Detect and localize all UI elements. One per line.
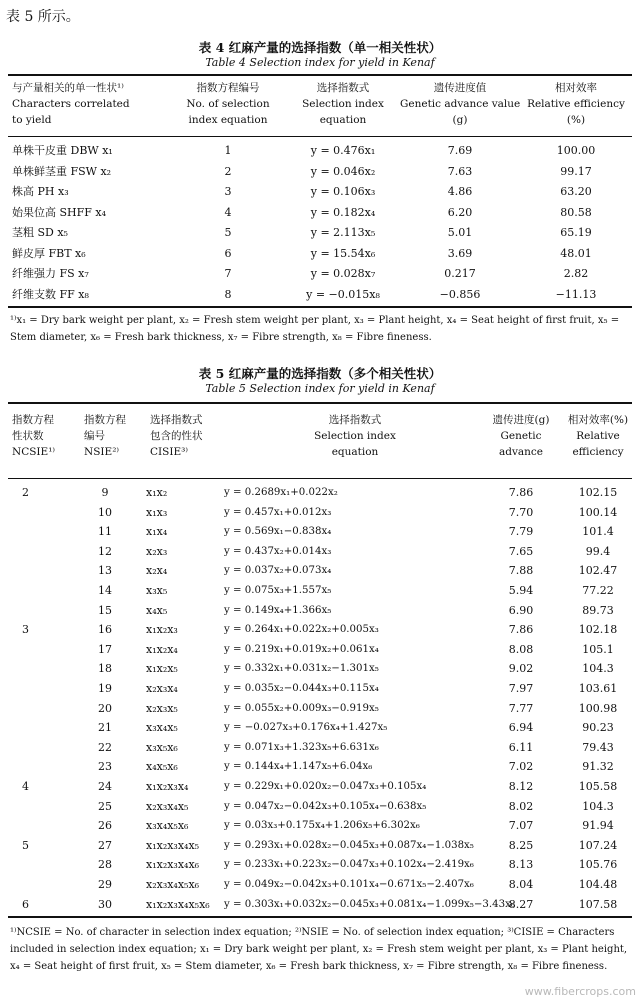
table5-cell: 104.3 — [582, 799, 614, 813]
table5-row — [0, 523, 640, 541]
table5-cell: 90.23 — [582, 721, 614, 735]
table5-cell: 21 — [98, 721, 112, 735]
table5-cell: y = 0.075x₃+1.557x₅ — [224, 585, 332, 596]
table5-header-1: 指数方程 性状数 NCSIE¹⁾ — [12, 414, 56, 458]
table5-header-4: 选择指数式 Selection index equation — [314, 414, 396, 458]
table4-cell: y = 0.106x₃ — [310, 185, 376, 198]
table5-cell: y = 0.03x₃+0.175x₄+1.206x₅+6.302x₆ — [224, 820, 420, 832]
table5-cell: 99.4 — [585, 544, 611, 558]
table5-cell: x₁x₂x₃x₄ — [146, 780, 189, 793]
table5-row — [0, 856, 640, 874]
table4-cell: y = 2.113x₅ — [310, 226, 376, 239]
table4-row — [0, 183, 640, 201]
table5-cell: x₁x₃ — [146, 505, 168, 519]
table5-cell: 27 — [98, 838, 112, 852]
table4-cell: y = 0.476x₁ — [310, 144, 376, 157]
table5-cell: y = 0.457x₁+0.012x₃ — [224, 506, 332, 518]
table4-cell: 单株鲜茎重 FSW x₂ — [12, 164, 112, 178]
table5-cell: y = 0.229x₁+0.020x₂−0.047x₃+0.105x₄ — [224, 781, 427, 792]
table5-cell: 8.08 — [508, 642, 534, 656]
table5-cell: y = 0.569x₁−0.838x₄ — [224, 526, 332, 538]
table5-cell: 6.90 — [508, 603, 534, 617]
table4-header-5: 相对效率 Relative efficiency (%) — [527, 82, 625, 126]
table5-cell: 8.02 — [508, 799, 534, 813]
table4-cell: 0.217 — [444, 267, 476, 280]
table5-row — [0, 739, 640, 757]
table4-cell: 4.86 — [447, 185, 473, 198]
table5-cell: 22 — [98, 740, 112, 754]
table5-cell: y = 0.071x₃+1.323x₅+6.631x₆ — [224, 741, 379, 753]
table5-top-rule — [8, 402, 632, 404]
table4-cell: 100.00 — [556, 144, 596, 157]
table5-cell: 8.25 — [508, 838, 534, 852]
table5-cell: y = 0.437x₂+0.014x₃ — [224, 545, 332, 557]
table5-cell: 7.79 — [508, 525, 534, 539]
table4-cell: −11.13 — [555, 287, 597, 301]
table4-cell: y = 0.028x₇ — [310, 267, 376, 280]
table5-cell: 4 — [22, 780, 29, 793]
table5-cell: y = −0.027x₃+0.176x₄+1.427x₅ — [224, 722, 388, 734]
table5-row — [0, 543, 640, 561]
table4-footnote: ¹⁾x₁ = Dry bark weight per plant, x₂ = Fresh stem weight per plant, x₃ = Plant height, x₄ = Seat height of first fruit, x₅ = Stem diameter, x₆ = Fresh bark thickness, x₇ = Fibre strength, x₈ = Fibre fineness. — [10, 315, 620, 343]
table5-cell: y = 0.037x₂+0.073x₄ — [224, 565, 332, 577]
table4-row — [0, 163, 640, 181]
table5-cell: 102.18 — [578, 623, 618, 637]
table5-cell: 24 — [98, 780, 112, 793]
table5-cell: 89.73 — [582, 603, 614, 617]
table4-cell: y = −0.015x₈ — [306, 287, 380, 301]
table5-cell: 100.98 — [578, 701, 618, 715]
table5-cell: 107.24 — [578, 838, 618, 852]
table5-cell: 5 — [22, 838, 29, 852]
table4-cell: 6.20 — [447, 205, 473, 219]
table5-cell: 3 — [22, 623, 29, 637]
table5-cell: 30 — [98, 897, 112, 911]
table5-cell: 6 — [22, 897, 29, 911]
table5-cell: 107.58 — [578, 897, 618, 911]
table4-cell: 65.19 — [560, 226, 592, 239]
table5-cell: x₁x₄ — [146, 525, 168, 539]
table4-cell: y = 15.54x₆ — [310, 246, 376, 260]
table5-cell: x₁x₂ — [146, 486, 168, 499]
table5-header-2: 指数方程 编号 NSIE²⁾ — [84, 414, 126, 458]
table5-cell: 11 — [98, 525, 112, 539]
table5-cell: 8.27 — [508, 897, 534, 911]
table5-cell: 19 — [98, 682, 112, 695]
table4-cell: 5 — [224, 226, 232, 239]
table5-cell: x₁x₂x₃x₄x₆ — [146, 858, 200, 872]
table4-cell: 48.01 — [560, 246, 592, 260]
table5-cell: x₁x₂x₄ — [146, 642, 178, 656]
table5-cell: 8.04 — [508, 878, 534, 891]
table4-cell: 3.69 — [447, 246, 473, 260]
table5-cell: y = 0.055x₂+0.009x₃−0.919x₅ — [224, 702, 379, 714]
table4-row — [0, 224, 640, 242]
table5-row — [0, 621, 640, 639]
table5-cell: x₃x₅x₆ — [146, 740, 178, 754]
table5-cell: y = 0.233x₁+0.223x₂−0.047x₃+0.102x₄−2.419x₆ — [224, 859, 474, 871]
table4-top-rule — [8, 74, 632, 76]
table4-cell: 4 — [224, 205, 232, 219]
table5-cell: 79.43 — [582, 740, 614, 754]
table4-cell: 鲜皮厚 FBT x₆ — [12, 246, 86, 260]
table4-cell: 7 — [224, 267, 232, 280]
table5-row — [0, 562, 640, 580]
table4-cell: 8 — [224, 287, 232, 301]
table4-cell: −0.856 — [439, 287, 481, 301]
table4-cell: 6 — [224, 246, 232, 260]
table5-cell: x₂x₄ — [146, 564, 168, 578]
table5-cell: x₁x₂x₃x₄x₅ — [146, 838, 200, 852]
table5-cell: 104.48 — [578, 878, 618, 891]
table5-row — [0, 504, 640, 522]
table5-bottom-rule — [8, 916, 632, 918]
table5-cell: x₂x₃x₄x₅ — [146, 799, 189, 813]
table5-header-3: 选择指数式 包含的性状 CISIE³⁾ — [150, 414, 203, 458]
table5-cell: y = 0.144x₄+1.147x₅+6.04x₆ — [224, 761, 373, 773]
table5-cell: 29 — [98, 878, 112, 891]
table5-row — [0, 582, 640, 600]
intro-text: 表 5 所示。 — [6, 9, 80, 25]
table5-cell: y = 0.047x₂−0.042x₃+0.105x₄−0.638x₅ — [224, 800, 427, 812]
table5-cell: 23 — [98, 760, 112, 774]
table5-cell: x₃x₄x₅ — [146, 721, 178, 735]
table5-cell: 101.4 — [582, 525, 614, 539]
table5-cell: 20 — [98, 701, 112, 715]
table4-cell: y = 0.046x₂ — [310, 164, 376, 178]
table5-cell: 102.15 — [578, 486, 618, 499]
table5-cell: y = 0.035x₂−0.044x₃+0.115x₄ — [224, 683, 379, 694]
table5-caption-cn: 表 5 红麻产量的选择指数（多个相关性状） — [198, 366, 442, 381]
table5-cell: 91.32 — [582, 760, 614, 774]
table4-header-3: 选择指数式 Selection index equation — [302, 82, 384, 126]
table5-cell: 105.58 — [578, 780, 618, 793]
table5-cell: y = 0.219x₁+0.019x₂+0.061x₄ — [224, 643, 379, 655]
table5-header-6: 相对效率(%) Relative efficiency — [567, 414, 629, 458]
table5-cell: 28 — [98, 858, 112, 872]
table5-cell: 9.02 — [508, 662, 534, 676]
table4-cell: 63.20 — [560, 185, 592, 198]
table5-row — [0, 778, 640, 796]
table5-cell: 14 — [98, 584, 112, 597]
table5-footnote: ¹⁾NCSIE = No. of character in selection index equation; ²⁾NSIE = No. of selection index equation; ³⁾CISIE = Characters included in selection index equation; x₁ = Dry bark weight per plant, x₂ = Fresh stem weight per plant, x₃ = Plant height, x₄ = Seat height of first fruit, x₅ = Stem diameter, x₆ = Fresh bark thickness, x₇ = Fibre strength, x₈ = Fibre fineness. — [10, 927, 628, 972]
table5-row — [0, 484, 640, 502]
table5-cell: 10 — [98, 505, 112, 519]
table5-cell: x₃x₄x₅x₆ — [146, 819, 189, 833]
table5-cell: 26 — [98, 819, 112, 833]
table5-cell: x₂x₃x₄x₅x₆ — [146, 878, 200, 891]
table5-cell: 17 — [98, 642, 112, 656]
table4-cell: 始果位高 SHFF x₄ — [12, 205, 106, 219]
table4-cell: 株高 PH x₃ — [12, 185, 69, 198]
table4-row — [0, 265, 640, 283]
table4-header-4: 遗传进度值 Genetic advance value (g) — [400, 82, 521, 126]
table4-cell: 7.69 — [447, 144, 473, 157]
table5-cell: y = 0.049x₂−0.042x₃+0.101x₄−0.671x₅−2.407x₆ — [224, 879, 474, 890]
table5-cell: 7.77 — [508, 701, 534, 715]
table4-cell: 99.17 — [560, 164, 592, 178]
table4-cell: 3 — [224, 185, 232, 198]
table5-cell: 7.02 — [508, 760, 534, 774]
table4-cell: 纤维支数 FF x₈ — [12, 287, 89, 301]
table4-row — [0, 204, 640, 222]
table5-cell: y = 0.264x₁+0.022x₂+0.005x₃ — [224, 624, 379, 636]
table4-cell: y = 0.182x₄ — [310, 205, 376, 219]
table5-row — [0, 837, 640, 855]
table5-cell: 7.88 — [508, 564, 534, 578]
table5-row — [0, 641, 640, 659]
table4-row — [0, 245, 640, 263]
table5-header-rule — [8, 478, 632, 479]
table5-cell: y = 0.2689x₁+0.022x₂ — [224, 487, 338, 498]
table5-cell: 8.12 — [508, 780, 534, 793]
table4-cell: 纤维强力 FS x₇ — [12, 267, 89, 280]
table5-cell: 15 — [98, 603, 112, 617]
table4-header-1: 与产量相关的单一性状¹⁾ Characters correlated to yield — [12, 82, 130, 126]
table4-row — [0, 286, 640, 304]
table5-cell: 100.14 — [578, 505, 618, 519]
table4-cell: 7.63 — [447, 164, 473, 178]
table5-row — [0, 719, 640, 737]
table5-cell: x₄x₅ — [146, 603, 168, 617]
table5-cell: y = 0.303x₁+0.032x₂−0.045x₃+0.081x₄−1.099x₅−3.43x₆ — [224, 898, 515, 910]
table4-cell: 2 — [224, 164, 232, 178]
table5-cell: 105.1 — [582, 642, 614, 656]
table4-cell: 1 — [224, 144, 232, 157]
table5-cell: 77.22 — [582, 584, 614, 597]
table5-row — [0, 876, 640, 894]
table5-cell: 7.86 — [508, 486, 534, 499]
table5-cell: 5.94 — [508, 584, 534, 597]
table5-cell: y = 0.293x₁+0.028x₂−0.045x₃+0.087x₄−1.038x₅ — [224, 839, 474, 851]
table5-cell: 25 — [98, 799, 112, 813]
table5-cell: 6.11 — [508, 740, 534, 754]
table5-cell: y = 0.149x₄+1.366x₅ — [224, 604, 332, 616]
table4-caption-en: Table 4 Selection index for yield in Kenaf — [205, 56, 435, 69]
table5-cell: 9 — [101, 486, 109, 499]
table4-bottom-rule — [8, 306, 632, 308]
table5-cell: 103.61 — [578, 682, 618, 695]
table5-cell: 13 — [98, 564, 112, 578]
table5-cell: 7.65 — [508, 544, 534, 558]
table5-cell: x₁x₂x₃x₄x₅x₆ — [146, 897, 210, 911]
table5-cell: x₄x₅x₆ — [146, 760, 178, 774]
table5-cell: x₃x₅ — [146, 584, 168, 597]
table4-caption-cn: 表 4 红麻产量的选择指数（单一相关性状） — [198, 40, 442, 55]
table5-cell: 7.86 — [508, 623, 534, 637]
table5-cell: x₁x₂x₃ — [146, 623, 178, 637]
table5-cell: x₂x₃x₅ — [146, 701, 178, 715]
table5-cell: x₁x₂x₅ — [146, 662, 178, 676]
table5-cell: 102.47 — [578, 564, 618, 578]
table5-row — [0, 680, 640, 698]
table5-cell: 7.70 — [508, 505, 534, 519]
table5-cell: 7.07 — [508, 819, 534, 833]
table5-row — [0, 700, 640, 718]
table5-row — [0, 817, 640, 835]
table5-cell: 12 — [98, 544, 112, 558]
table4-cell: 80.58 — [560, 205, 592, 219]
table5-cell: 18 — [98, 662, 112, 676]
table5-cell: 105.76 — [578, 858, 618, 872]
table5-row — [0, 602, 640, 620]
table5-cell: x₂x₃ — [146, 544, 168, 558]
table4-header-2: 指数方程编号 No. of selection index equation — [186, 82, 270, 126]
table5-cell: 8.13 — [508, 858, 534, 872]
table5-cell: x₂x₃x₄ — [146, 682, 178, 695]
table5-row — [0, 798, 640, 816]
table4-cell: 5.01 — [447, 226, 473, 239]
table5-cell: 2 — [22, 486, 29, 499]
table5-header-5: 遗传进度(g) Genetic advance — [492, 414, 550, 458]
table4-header-rule — [8, 136, 632, 137]
table5-row — [0, 758, 640, 776]
table5-cell: 7.97 — [508, 682, 534, 695]
watermark: www.fibercrops.com — [524, 985, 636, 998]
table5-cell: 16 — [98, 623, 112, 637]
table4-row — [0, 142, 640, 160]
table5-caption-en: Table 5 Selection index for yield in Kenaf — [205, 382, 435, 395]
table5-cell: y = 0.332x₁+0.031x₂−1.301x₅ — [224, 663, 379, 675]
table5-cell: 6.94 — [508, 721, 534, 735]
table5-row — [0, 660, 640, 678]
table4-cell: 2.82 — [563, 267, 589, 280]
table5-cell: 91.94 — [582, 819, 614, 833]
table5-cell: 104.3 — [582, 662, 614, 676]
table4-cell: 茎粗 SD x₅ — [12, 226, 68, 239]
table5-row — [0, 896, 640, 914]
table4-cell: 单株干皮重 DBW x₁ — [12, 144, 113, 157]
